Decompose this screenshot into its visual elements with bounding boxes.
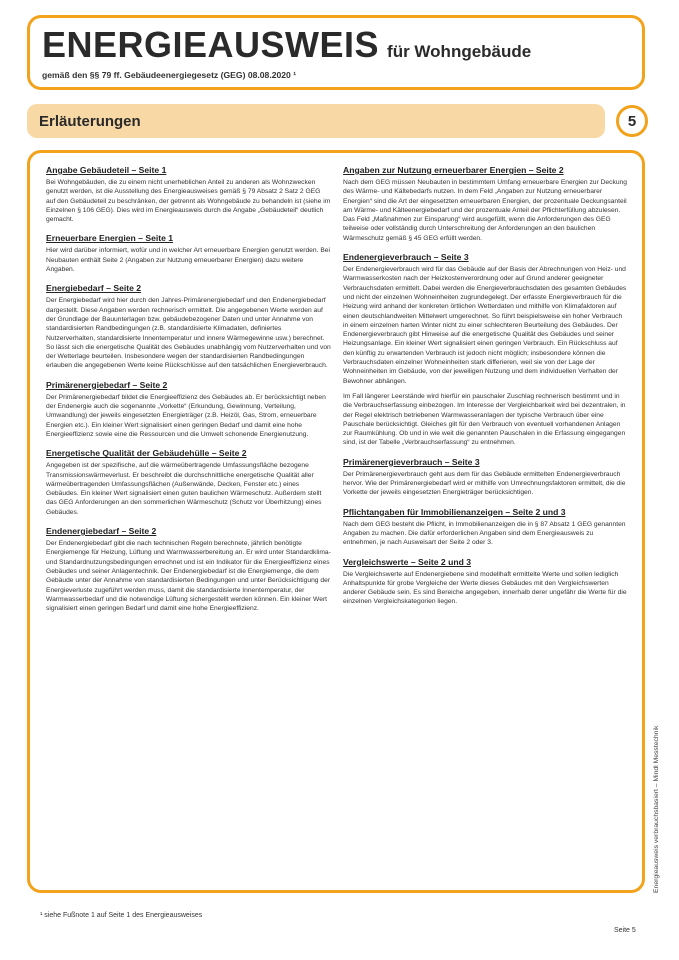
section-heading: Energiebedarf – Seite 2 <box>46 283 142 294</box>
section-paragraph: Nach dem GEG müssen Neubauten in bestimmtem Umfang erneuerbare Energien zur Deckung des Wärme- und Kältebedarfs nutzen. In dem Feld „Angaben zur Nutzung erneuerbarer Energien“ sind die Art der eingesetzten erneuerbaren Energien, der prozentuale Deckungsanteil am Wärme- und Kälteenergiebedarf und der prozentuale Anteil der Pflichterfüllung abzulesen. Das Feld „Maßnahmen zur Einsparung“ wird ausgefüllt, wenn die Anforderungen des GEG teilweise oder vollständig durch Unterschreitung der Anforderungen an den baulichen Wärmeschutz gemäß § 45 GEG erfüllt werden. <box>343 179 627 242</box>
explanation-section <box>343 457 628 498</box>
section-paragraph: Der Primärenergieverbrauch geht aus dem für das Gebäude ermittelten Endenergieverbrauch hervor. Wie der Primärenergiebedarf wird er mithilfe von Umrechnungsfaktoren ermittelt, die die Vorkette der jeweils eingesetzten Energieträger berücksichtigen. <box>343 470 626 497</box>
section-paragraph: Der Primärenergiebedarf bildet die Energieeffizienz des Gebäudes ab. Er berücksichtigt neben der Endenergie auch die sogenannte „Vorkette“ (Erkundung, Gewinnung, Verteilung, Umwandlung) der jeweils eingesetzten Energieträger (z.B. Heizöl, Gas, Strom, erneuerbare Energien etc.). Ein kleiner Wert signalisiert einen geringen Bedarf und damit eine hohe Energieeffizienz sowie eine die Ressourcen und die Umwelt schonende Energienutzung. <box>46 393 326 438</box>
explanation-section <box>46 233 331 274</box>
header-title-row <box>42 26 630 64</box>
page-badge: 5 <box>616 105 648 137</box>
section-body <box>46 539 331 613</box>
section-paragraph: Bei Wohngebäuden, die zu einem nicht unerheblichen Anteil zu anderen als Wohnzwecken genutzt werden, ist die Ausstellung des Energieausweises gemäß § 79 Absatz 2 Satz 2 GEG auf den Gebäudeteil zu beschränken, der getrennt als Wohngebäude zu behandeln ist (siehe im Einzelnen § 106 GEG). Dies wird im Energieausweis durch die Angabe „Gebäudeteil“ deutlich gemacht. <box>46 179 331 224</box>
right-column <box>343 165 628 880</box>
section-paragraph: Der Energiebedarf wird hier durch den Jahres-Primärenergiebedarf und den Endenergiebedarf dargestellt. Diese Angaben werden rechnerisch ermittelt. Die angegebenen Werte werden auf der Grundlage der Bauunterlagen bzw. gebäudebezogener Daten und unter Annahme von standardisierten Randbedingungen (z.B. standardisierte Klimadaten, definiertes Nutzerverhalten, standardisierte Innentemperatur und innere Wärmegewinne usw.) berechnet. So lässt sich die energetische Qualität des Gebäudes unabhängig vom Nutzerverhalten und von der Wetterlage beurteilen. Insbesondere wegen der standardisierten Randbedingungen erlauben die angegebenen Werte keine Rückschlüsse auf den tatsächlichen Energieverbrauch. <box>46 297 331 370</box>
explanation-section <box>46 448 331 517</box>
explanation-section <box>46 380 331 439</box>
section-body <box>46 393 331 439</box>
section-body <box>46 296 331 370</box>
explanation-section <box>343 557 628 607</box>
section-heading: Endenergieverbrauch – Seite 3 <box>343 252 469 263</box>
section-heading: Angaben zur Nutzung erneuerbarer Energien – Seite 2 <box>343 165 564 175</box>
side-text: Energieausweis verbrauchsbasiert – Mindl Messtechnik <box>653 725 660 893</box>
section-heading: Primärenergieverbrauch – Seite 3 <box>343 456 480 467</box>
section-body <box>343 520 628 548</box>
left-column <box>46 165 331 880</box>
section-body <box>343 265 628 448</box>
header-box <box>27 15 645 90</box>
section-heading: Vergleichswerte – Seite 2 und 3 <box>343 556 472 567</box>
section-heading: Angabe Gebäudeteil – Seite 1 <box>46 165 167 175</box>
section-paragraph: Im Fall längerer Leerstände wird hierfür ein pauschaler Zuschlag rechnerisch bestimmt und in die Verbrauchserfassung einbezogen. Im Interesse der Vergleichbarkeit wird bei dezentralen, in der Regel elektrisch betriebenen Warmwasseranlagen der typische Verbrauch über eine Pauschale berücksichtigt. Gleiches gilt für den Verbrauch von eventuell vorhandenen Anlagen zur Raumkühlung. Ob und in wie weit die genannten Pauschalen in die Erfassung eingegangen sind, ist der Tabelle „Verbrauchserfassung“ zu entnehmen. <box>343 392 626 447</box>
section-body <box>46 246 331 274</box>
document-subtitle: für Wohngebäude <box>387 42 532 61</box>
explanations-box <box>27 150 645 893</box>
footnote: ¹ siehe Fußnote 1 auf Seite 1 des Energieausweises <box>40 912 203 919</box>
explanation-section <box>343 252 628 448</box>
section-bar <box>27 104 605 138</box>
section-heading: Primärenergiebedarf – Seite 2 <box>46 379 168 390</box>
section-label: Erläuterungen <box>39 112 141 130</box>
section-body <box>46 461 331 517</box>
explanation-section <box>46 165 331 224</box>
section-body <box>343 178 628 243</box>
section-paragraph: Die Vergleichswerte auf Endenergiebene sind modellhaft ermittelte Werte und sollen lediglich Anhaltspunkte für grobe Vergleiche der Werte dieses Gebäudes mit den Vergleichswerten anderer Gebäude sein. Es sind Bereiche angegeben, innerhalb derer ungefähr die Werte für die einzelnen Vergleichskategorien liegen. <box>343 570 627 606</box>
explanation-section <box>46 526 331 613</box>
section-heading: Energetische Qualität der Gebäudehülle – Seite 2 <box>46 448 247 459</box>
section-heading: Erneuerbare Energien – Seite 1 <box>46 233 174 244</box>
section-body <box>343 470 628 498</box>
section-body <box>343 570 628 607</box>
section-paragraph: Der Endenergiebedarf gibt die nach technischen Regeln berechnete, jährlich benötigte Energiemenge für Heizung, Lüftung und Warmwasserbereitung an. Er wird unter Standardklima- und Standardnutzungsbedingungen errechnet und ist ein Indikator für die Energieeffizienz eines Gebäudes und seiner Anlagentechnik. Der Endenergiebedarf ist die Energiemenge, die dem Gebäude unter der Annahme von standardisierten Bedingungen und unter Berücksichtigung der Energieverluste zugeführt werden muss, damit die standardisierte Innentemperatur, der Warmwasserbedarf und die notwendige Lüftung sichergestellt werden können. Ein kleiner Wert signalisiert einen geringen Bedarf und damit eine hohe Energieeffizienz. <box>46 540 331 613</box>
section-paragraph: Der Endenergieverbrauch wird für das Gebäude auf der Basis der Abrechnungen von Heiz- und Warmwasserkosten nach der Heizkostenverordnung oder auf Grund anderer geeigneter Verbrauchsdaten ermittelt. Dabei werden die Energieverbrauchsdaten des gesamten Gebäudes und nicht der einzelnen Wohneinheiten zugrundegelegt. Der erfasste Energieverbrauch für die Heizung wird anhand der konkreten örtlichen Wetterdaten und mithilfe von Klimafaktoren auf einen deutschlandweiten Mittelwert umgerechnet. So führt beispielsweise ein hoher Verbrauch in einem einzelnen harten Winter nicht zu einer schlechteren Beurteilung des Gebäudes. Der Endenergieverbrauch gibt Hinweise auf die energetische Qualität des Gebäudes und seiner Heizungsanlage. Ein kleiner Wert signalisiert einen geringen Verbrauch. Ein Rückschluss auf den künftig zu erwartenden Verbrauch ist jedoch nicht möglich; insbesondere können die Verbrauchsdaten einzelner Wohneinheiten stark differieren, weil sie von der Lage der Wohneinheiten im Gebäude, von der jeweiligen Nutzung und dem individuellen Verhalten der Bewohner abhängen. <box>343 266 627 385</box>
explanation-section <box>343 165 628 243</box>
law-reference: gemäß den §§ 79 ff. Gebäudeenergiegesetz (GEG) 08.08.2020 ¹ <box>42 70 297 80</box>
section-body <box>46 178 331 224</box>
section-paragraph: Hier wird darüber informiert, wofür und in welcher Art erneuerbare Energien genutzt werden. Bei Neubauten enthält Seite 2 (Angaben zur Nutzung erneuerbarer Energien) dazu weitere Angaben. <box>46 247 330 274</box>
section-heading: Endenergiebedarf – Seite 2 <box>46 526 157 537</box>
section-heading: Pflichtangaben für Immobilienanzeigen – Seite 2 und 3 <box>343 506 566 517</box>
section-paragraph: Angegeben ist der spezifische, auf die wärmeübertragende Umfassungsfläche bezogene Transmissionswärmeverlust. Er beschreibt die durchschnittliche energetische Qualität aller wärmeübertragenden Umfassungsflächen (Außenwände, Decken, Fenster etc.) eines Gebäudes. Ein kleiner Wert signalisiert einen guten baulichen Wärmeschutz. Außerdem stellt das GEG Anforderungen an den sommerlichen Wärmeschutz (Schutz vor Überhitzung) eines Gebäudes. <box>46 462 322 516</box>
explanation-section <box>46 283 331 370</box>
explanation-section <box>343 507 628 548</box>
document-title: ENERGIEAUSWEIS <box>42 24 380 65</box>
page-number: Seite 5 <box>614 927 636 934</box>
section-paragraph: Nach dem GEG besteht die Pflicht, in Immobilienanzeigen die in § 87 Absatz 1 GEG genannten Angaben zu machen. Die dafür erforderlichen Angaben sind dem Energieausweis zu entnehmen, je nach Ausweisart der Seite 2 oder 3. <box>343 520 626 547</box>
